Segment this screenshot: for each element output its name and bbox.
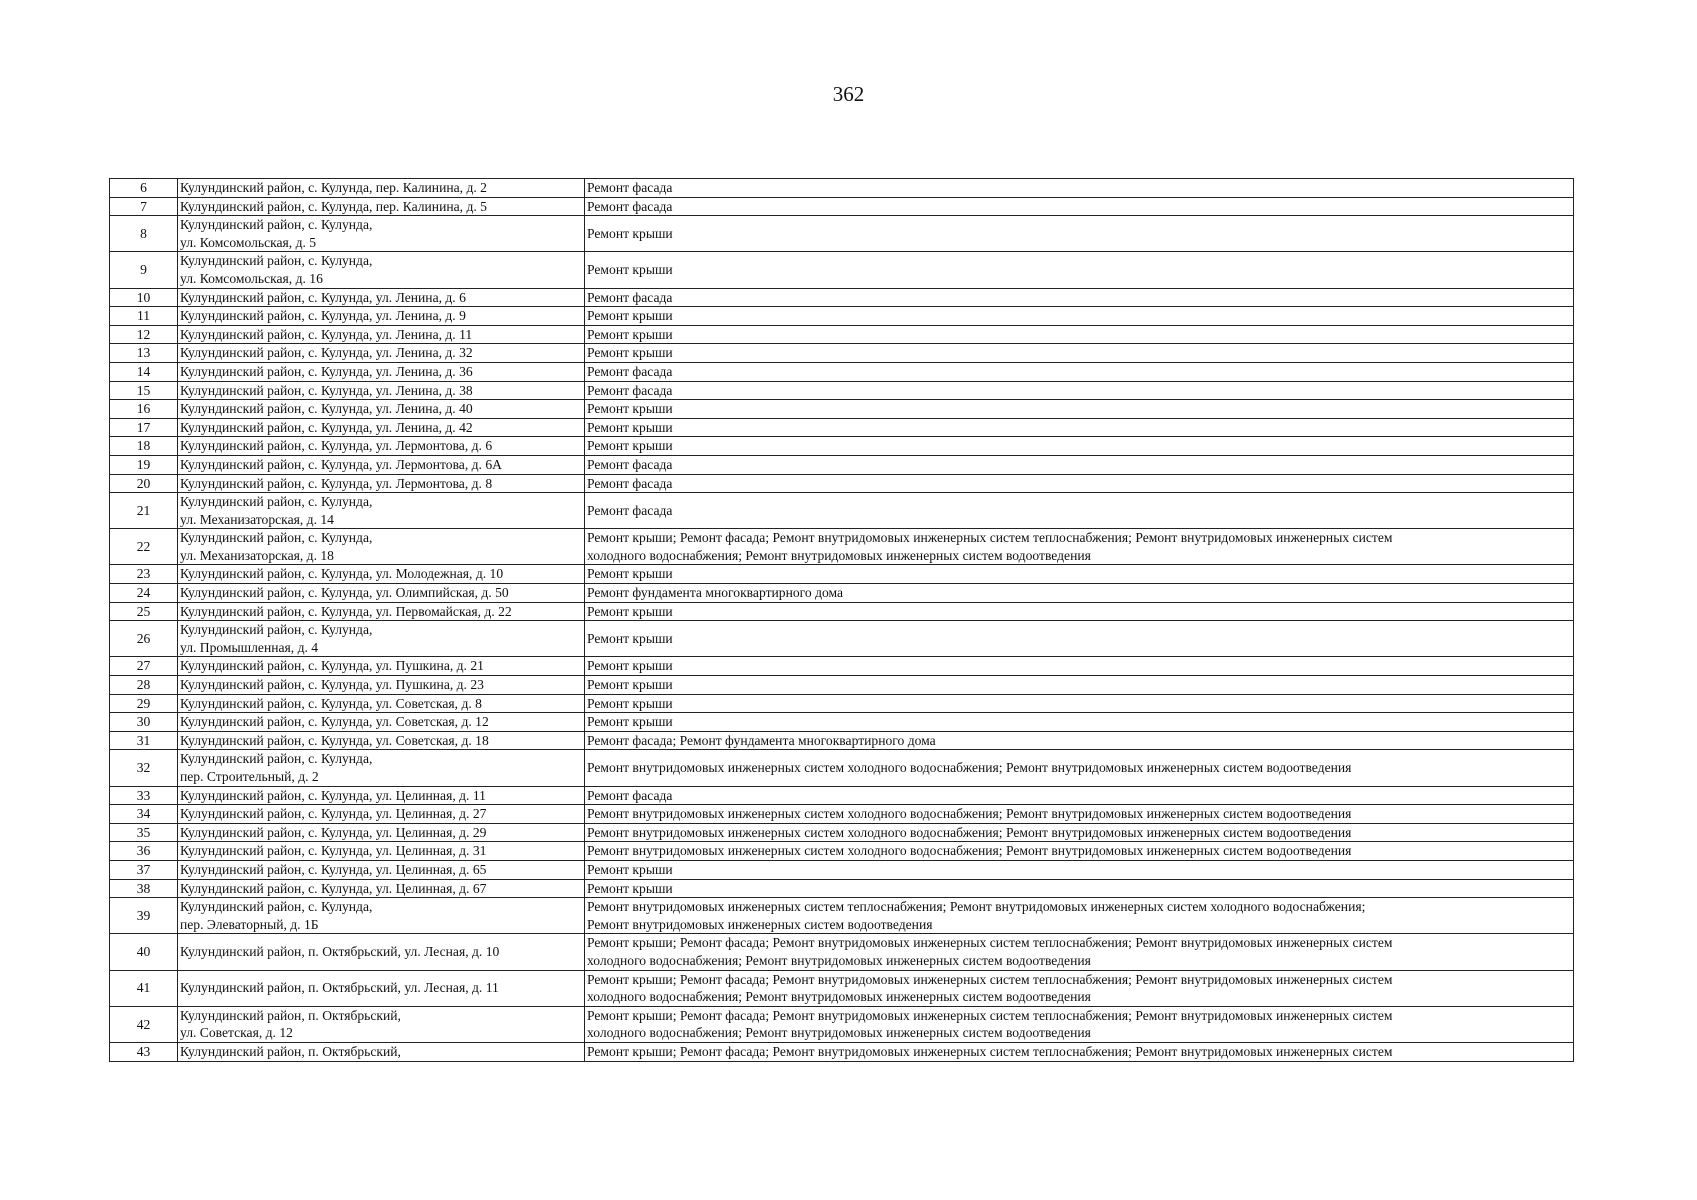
table-row [110, 805, 1574, 824]
table-row [110, 493, 1574, 529]
row-address: Кулундинский район, с. Кулунда, ул. Лермонтова, д. 6А [178, 455, 585, 474]
row-address: Кулундинский район, с. Кулунда, ул. Целинная, д. 29 [178, 823, 585, 842]
row-address: Кулундинский район, п. Октябрьский, ул. Лесная, д. 10 [178, 934, 585, 970]
row-work-type: Ремонт фундамента многоквартирного дома [585, 584, 1574, 603]
row-work-type: Ремонт крыши [585, 860, 1574, 879]
row-address: Кулундинский район, п. Октябрьский, ул. Советская, д. 12 [178, 1006, 585, 1042]
row-work-type: Ремонт крыши; Ремонт фасада; Ремонт внутридомовых инженерных систем теплоснабжения; Ремонт внутридомовых инженерных систем холодного водоснабжения; Ремонт внутридомовых инженерных систем водоотведения [585, 529, 1574, 565]
table-row [110, 713, 1574, 732]
row-number: 40 [110, 934, 178, 970]
row-number: 17 [110, 418, 178, 437]
table-row [110, 676, 1574, 695]
row-number: 9 [110, 252, 178, 288]
table-row [110, 898, 1574, 934]
row-address: Кулундинский район, п. Октябрьский, [178, 1042, 585, 1061]
table-row [110, 602, 1574, 621]
row-number: 12 [110, 325, 178, 344]
row-work-type: Ремонт крыши [585, 676, 1574, 695]
repair-register-table [109, 178, 1574, 1062]
table-row [110, 1006, 1574, 1042]
row-address: Кулундинский район, с. Кулунда, ул. Целинная, д. 65 [178, 860, 585, 879]
row-address: Кулундинский район, с. Кулунда, ул. Пушкина, д. 21 [178, 657, 585, 676]
table-row [110, 970, 1574, 1006]
row-address: Кулундинский район, с. Кулунда, пер. Калинина, д. 5 [178, 197, 585, 216]
row-number: 10 [110, 288, 178, 307]
row-work-type: Ремонт внутридомовых инженерных систем холодного водоснабжения; Ремонт внутридомовых инженерных систем водоотведения [585, 805, 1574, 824]
row-number: 16 [110, 400, 178, 419]
table-row [110, 786, 1574, 805]
row-work-type: Ремонт крыши [585, 565, 1574, 584]
row-work-type: Ремонт крыши; Ремонт фасада; Ремонт внутридомовых инженерных систем теплоснабжения; Ремонт внутридомовых инженерных систем холодного водоснабжения; Ремонт внутридомовых инженерных систем водоотведения [585, 934, 1574, 970]
row-address: Кулундинский район, с. Кулунда, ул. Ленина, д. 11 [178, 325, 585, 344]
row-number: 37 [110, 860, 178, 879]
row-work-type: Ремонт фасада [585, 786, 1574, 805]
row-address: Кулундинский район, с. Кулунда, ул. Ленина, д. 40 [178, 400, 585, 419]
row-work-type: Ремонт крыши [585, 418, 1574, 437]
row-address: Кулундинский район, с. Кулунда, ул. Комсомольская, д. 5 [178, 216, 585, 252]
row-address: Кулундинский район, с. Кулунда, ул. Механизаторская, д. 18 [178, 529, 585, 565]
table-row [110, 381, 1574, 400]
row-address: Кулундинский район, с. Кулунда, ул. Ленина, д. 32 [178, 344, 585, 363]
table-row [110, 584, 1574, 603]
table-row [110, 400, 1574, 419]
table-row [110, 860, 1574, 879]
table-row [110, 823, 1574, 842]
table-row [110, 474, 1574, 493]
row-address: Кулундинский район, с. Кулунда, пер. Элеваторный, д. 1Б [178, 898, 585, 934]
row-number: 41 [110, 970, 178, 1006]
row-work-type: Ремонт крыши; Ремонт фасада; Ремонт внутридомовых инженерных систем теплоснабжения; Ремонт внутридомовых инженерных систем [585, 1042, 1574, 1061]
table-row [110, 934, 1574, 970]
row-work-type: Ремонт крыши [585, 437, 1574, 456]
row-address: Кулундинский район, с. Кулунда, ул. Целинная, д. 31 [178, 842, 585, 861]
row-work-type: Ремонт крыши [585, 252, 1574, 288]
row-address: Кулундинский район, с. Кулунда, ул. Механизаторская, д. 14 [178, 493, 585, 529]
row-number: 14 [110, 362, 178, 381]
row-number: 27 [110, 657, 178, 676]
table-row [110, 344, 1574, 363]
row-number: 35 [110, 823, 178, 842]
row-number: 42 [110, 1006, 178, 1042]
row-number: 36 [110, 842, 178, 861]
row-address: Кулундинский район, с. Кулунда, ул. Советская, д. 8 [178, 694, 585, 713]
row-address: Кулундинский район, с. Кулунда, ул. Лермонтова, д. 8 [178, 474, 585, 493]
row-work-type: Ремонт крыши [585, 879, 1574, 898]
row-number: 30 [110, 713, 178, 732]
row-number: 31 [110, 731, 178, 750]
table-row [110, 842, 1574, 861]
row-work-type: Ремонт крыши; Ремонт фасада; Ремонт внутридомовых инженерных систем теплоснабжения; Ремонт внутридомовых инженерных систем холодного водоснабжения; Ремонт внутридомовых инженерных систем водоотведения [585, 1006, 1574, 1042]
row-number: 25 [110, 602, 178, 621]
row-address: Кулундинский район, с. Кулунда, ул. Ленина, д. 42 [178, 418, 585, 437]
table-row [110, 362, 1574, 381]
row-work-type: Ремонт крыши [585, 602, 1574, 621]
row-number: 20 [110, 474, 178, 493]
row-number: 21 [110, 493, 178, 529]
row-work-type: Ремонт крыши [585, 694, 1574, 713]
row-work-type: Ремонт крыши [585, 344, 1574, 363]
table-row [110, 437, 1574, 456]
row-address: Кулундинский район, с. Кулунда, ул. Комсомольская, д. 16 [178, 252, 585, 288]
table-row [110, 621, 1574, 657]
table-row [110, 288, 1574, 307]
row-address: Кулундинский район, с. Кулунда, ул. Ленина, д. 6 [178, 288, 585, 307]
row-number: 7 [110, 197, 178, 216]
row-number: 26 [110, 621, 178, 657]
row-work-type: Ремонт внутридомовых инженерных систем холодного водоснабжения; Ремонт внутридомовых инженерных систем водоотведения [585, 750, 1574, 786]
row-number: 28 [110, 676, 178, 695]
table-row [110, 325, 1574, 344]
row-work-type: Ремонт крыши [585, 216, 1574, 252]
row-address: Кулундинский район, с. Кулунда, ул. Целинная, д. 27 [178, 805, 585, 824]
row-work-type: Ремонт внутридомовых инженерных систем холодного водоснабжения; Ремонт внутридомовых инженерных систем водоотведения [585, 823, 1574, 842]
row-address: Кулундинский район, с. Кулунда, ул. Ленина, д. 38 [178, 381, 585, 400]
row-work-type: Ремонт внутридомовых инженерных систем теплоснабжения; Ремонт внутридомовых инженерных систем холодного водоснабжения; Ремонт внутридомовых инженерных систем водоотведения [585, 898, 1574, 934]
row-work-type: Ремонт крыши; Ремонт фасада; Ремонт внутридомовых инженерных систем теплоснабжения; Ремонт внутридомовых инженерных систем холодного водоснабжения; Ремонт внутридомовых инженерных систем водоотведения [585, 970, 1574, 1006]
row-number: 19 [110, 455, 178, 474]
row-work-type: Ремонт крыши [585, 325, 1574, 344]
row-address: Кулундинский район, с. Кулунда, ул. Пушкина, д. 23 [178, 676, 585, 695]
row-number: 29 [110, 694, 178, 713]
row-work-type: Ремонт крыши [585, 713, 1574, 732]
row-work-type: Ремонт внутридомовых инженерных систем холодного водоснабжения; Ремонт внутридомовых инженерных систем водоотведения [585, 842, 1574, 861]
table-row [110, 694, 1574, 713]
table-row [110, 565, 1574, 584]
row-address: Кулундинский район, с. Кулунда, ул. Лермонтова, д. 6 [178, 437, 585, 456]
row-address: Кулундинский район, с. Кулунда, ул. Целинная, д. 67 [178, 879, 585, 898]
table-row [110, 529, 1574, 565]
table-row [110, 197, 1574, 216]
table-row [110, 455, 1574, 474]
row-work-type: Ремонт крыши [585, 400, 1574, 419]
row-work-type: Ремонт фасада [585, 493, 1574, 529]
row-number: 11 [110, 307, 178, 326]
row-number: 8 [110, 216, 178, 252]
row-address: Кулундинский район, с. Кулунда, ул. Ленина, д. 36 [178, 362, 585, 381]
table-row [110, 879, 1574, 898]
row-work-type: Ремонт фасада [585, 197, 1574, 216]
table-row [110, 731, 1574, 750]
row-address: Кулундинский район, с. Кулунда, ул. Советская, д. 18 [178, 731, 585, 750]
row-work-type: Ремонт фасада [585, 455, 1574, 474]
row-number: 6 [110, 179, 178, 198]
row-address: Кулундинский район, с. Кулунда, пер. Строительный, д. 2 [178, 750, 585, 786]
row-work-type: Ремонт фасада [585, 474, 1574, 493]
row-number: 24 [110, 584, 178, 603]
row-work-type: Ремонт фасада [585, 362, 1574, 381]
row-work-type: Ремонт крыши [585, 307, 1574, 326]
row-number: 38 [110, 879, 178, 898]
table-row [110, 307, 1574, 326]
row-number: 43 [110, 1042, 178, 1061]
row-address: Кулундинский район, п. Октябрьский, ул. Лесная, д. 11 [178, 970, 585, 1006]
row-number: 34 [110, 805, 178, 824]
table-row [110, 657, 1574, 676]
table-row [110, 750, 1574, 786]
row-number: 22 [110, 529, 178, 565]
row-number: 18 [110, 437, 178, 456]
row-address: Кулундинский район, с. Кулунда, ул. Промышленная, д. 4 [178, 621, 585, 657]
row-number: 33 [110, 786, 178, 805]
row-number: 23 [110, 565, 178, 584]
table-row [110, 216, 1574, 252]
table-row [110, 418, 1574, 437]
page-number: 362 [832, 82, 865, 106]
row-address: Кулундинский район, с. Кулунда, пер. Калинина, д. 2 [178, 179, 585, 198]
table-row [110, 252, 1574, 288]
row-address: Кулундинский район, с. Кулунда, ул. Советская, д. 12 [178, 713, 585, 732]
row-work-type: Ремонт фасада [585, 381, 1574, 400]
row-work-type: Ремонт фасада; Ремонт фундамента многоквартирного дома [585, 731, 1574, 750]
row-work-type: Ремонт фасада [585, 288, 1574, 307]
row-number: 39 [110, 898, 178, 934]
row-work-type: Ремонт фасада [585, 179, 1574, 198]
table-row [110, 1042, 1574, 1061]
table-body [110, 179, 1574, 1062]
row-address: Кулундинский район, с. Кулунда, ул. Ленина, д. 9 [178, 307, 585, 326]
row-number: 32 [110, 750, 178, 786]
row-address: Кулундинский район, с. Кулунда, ул. Молодежная, д. 10 [178, 565, 585, 584]
row-address: Кулундинский район, с. Кулунда, ул. Олимпийская, д. 50 [178, 584, 585, 603]
row-address: Кулундинский район, с. Кулунда, ул. Целинная, д. 11 [178, 786, 585, 805]
row-work-type: Ремонт крыши [585, 657, 1574, 676]
row-work-type: Ремонт крыши [585, 621, 1574, 657]
row-address: Кулундинский район, с. Кулунда, ул. Первомайская, д. 22 [178, 602, 585, 621]
row-number: 13 [110, 344, 178, 363]
row-number: 15 [110, 381, 178, 400]
table-row [110, 179, 1574, 198]
